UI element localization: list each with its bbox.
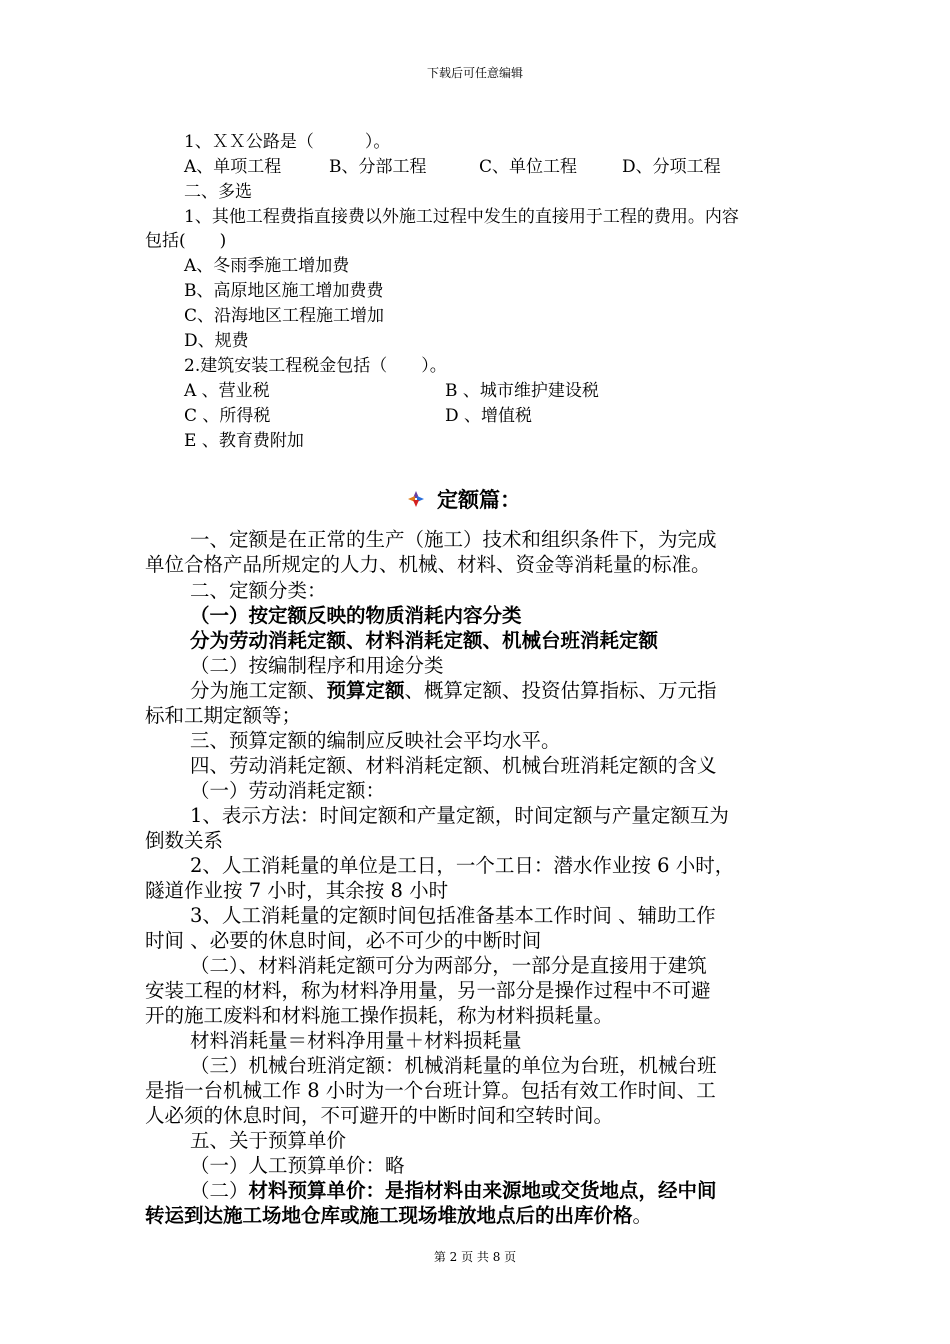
- para-13-line3: 开的施工废料和材料施工操作损耗，称为材料损耗量。: [145, 1004, 614, 1027]
- q3-stem: 2.建筑安装工程税金包括（ ）。: [184, 356, 447, 376]
- q1-stem: 1、ＸＸ公路是（ ）。: [184, 132, 391, 152]
- section-title-row: [405, 484, 521, 514]
- para-13-line2: 安装工程的材料，称为材料净用量，另一部分是操作过程中不可避: [145, 979, 711, 1002]
- para-6-line1: [190, 675, 717, 703]
- para-10-line1: 1、表示方法：时间定额和产量定额，时间定额与产量定额互为: [190, 804, 729, 827]
- q2-stem-line1: 1、其他工程费指直接费以外施工过程中发生的直接用于工程的费用。内容: [184, 207, 739, 227]
- para-15-line1: （三）机械台班消定额：机械消耗量的单位为台班，机械台班: [190, 1054, 717, 1077]
- para-5: （二）按编制程序和用途分类: [190, 654, 444, 677]
- q2-option-d: D、规费: [184, 331, 249, 351]
- q3-option-a: A 、营业税: [184, 381, 270, 401]
- para-11-line2: 隧道作业按 7 小时，其余按 8 小时: [145, 879, 449, 902]
- para-8: 四、劳动消耗定额、材料消耗定额、机械台班消耗定额的含义: [190, 754, 717, 777]
- para-1-line1: 一、定额是在正常的生产（施工）技术和组织条件下，为完成: [190, 528, 717, 551]
- para-12-line1: 3、人工消耗量的定额时间包括准备基本工作时间 、辅助工作: [190, 904, 716, 927]
- para-15-line2: 是指一台机械工作 8 小时为一个台班计算。包括有效工作时间、工: [145, 1079, 716, 1102]
- q3-option-c: C 、所得税: [184, 406, 271, 426]
- q1-option-b: B、分部工程: [329, 157, 427, 177]
- section-multi-heading: 二、多选: [184, 182, 252, 202]
- para-18-line2-end: 。: [632, 1204, 653, 1227]
- bullet-arrow-icon: [405, 489, 427, 509]
- para-6-text-c: 、概算定额、投资估算指标、万元指: [404, 679, 717, 702]
- para-16: 五、关于预算单价: [190, 1129, 347, 1152]
- para-18-line2-bold: 转运到达施工场地仓库或施工现场堆放地点后的出库价格: [145, 1204, 633, 1227]
- q1-option-a: A、单项工程: [184, 157, 282, 177]
- para-9: （一）劳动消耗定额：: [190, 779, 386, 802]
- q2-option-a: A、冬雨季施工增加费: [184, 256, 350, 276]
- para-17: （一）人工预算单价：略: [190, 1154, 405, 1177]
- q1-option-c: C、单位工程: [479, 157, 578, 177]
- para-4-bold: 分为劳动消耗定额、材料消耗定额、机械台班消耗定额: [190, 629, 659, 652]
- q2-option-c: C、沿海地区工程施工增加: [184, 306, 385, 326]
- q3-option-d: D 、增值税: [445, 406, 533, 426]
- para-10-line2: 倒数关系: [145, 829, 224, 852]
- para-13-line1: （二）、材料消耗定额可分为两部分，一部分是直接用于建筑: [190, 954, 707, 977]
- para-18-line1: [190, 1175, 717, 1203]
- para-6-text-bold: 预算定额: [326, 679, 405, 702]
- para-18-line2: [145, 1200, 652, 1228]
- q2-stem-line2: 包括( ): [145, 231, 227, 251]
- q3-option-b: B 、城市维护建设税: [445, 381, 599, 401]
- q3-option-e: E 、教育费附加: [184, 431, 304, 451]
- para-6-line2: 标和工期定额等；: [145, 704, 302, 727]
- para-11-line1: 2、人工消耗量的单位是工日，一个工日：潜水作业按 6 小时，: [190, 854, 735, 877]
- section-title: 定额篇：: [437, 487, 521, 512]
- para-12-line2: 时间 、必要的休息时间，必不可少的中断时间: [145, 929, 542, 952]
- q1-option-d: D、分项工程: [622, 157, 721, 177]
- page-footer: 第 2 页 共 8 页: [433, 1250, 517, 1264]
- q2-option-b: B、高原地区施工增加费费: [184, 281, 384, 301]
- para-2: 二、定额分类：: [190, 579, 327, 602]
- para-18-text-bold: 材料预算单价：是指材料由来源地或交货地点，经中间: [248, 1179, 717, 1202]
- para-3-bold: （一）按定额反映的物质消耗内容分类: [190, 604, 522, 627]
- para-14: 材料消耗量＝材料净用量＋材料损耗量: [190, 1029, 522, 1052]
- page-header: 下载后可任意编辑: [426, 66, 523, 80]
- para-7: 三、预算定额的编制应反映社会平均水平。: [190, 729, 561, 752]
- para-6-text-a: 分为施工定额、: [190, 679, 327, 702]
- para-1-line2: 单位合格产品所规定的人力、机械、材料、资金等消耗量的标准。: [145, 553, 711, 576]
- para-15-line3: 人必须的休息时间，不可避开的中断时间和空转时间。: [145, 1104, 614, 1127]
- q1-options: [184, 152, 721, 177]
- para-18-prefix: （二）: [190, 1179, 249, 1202]
